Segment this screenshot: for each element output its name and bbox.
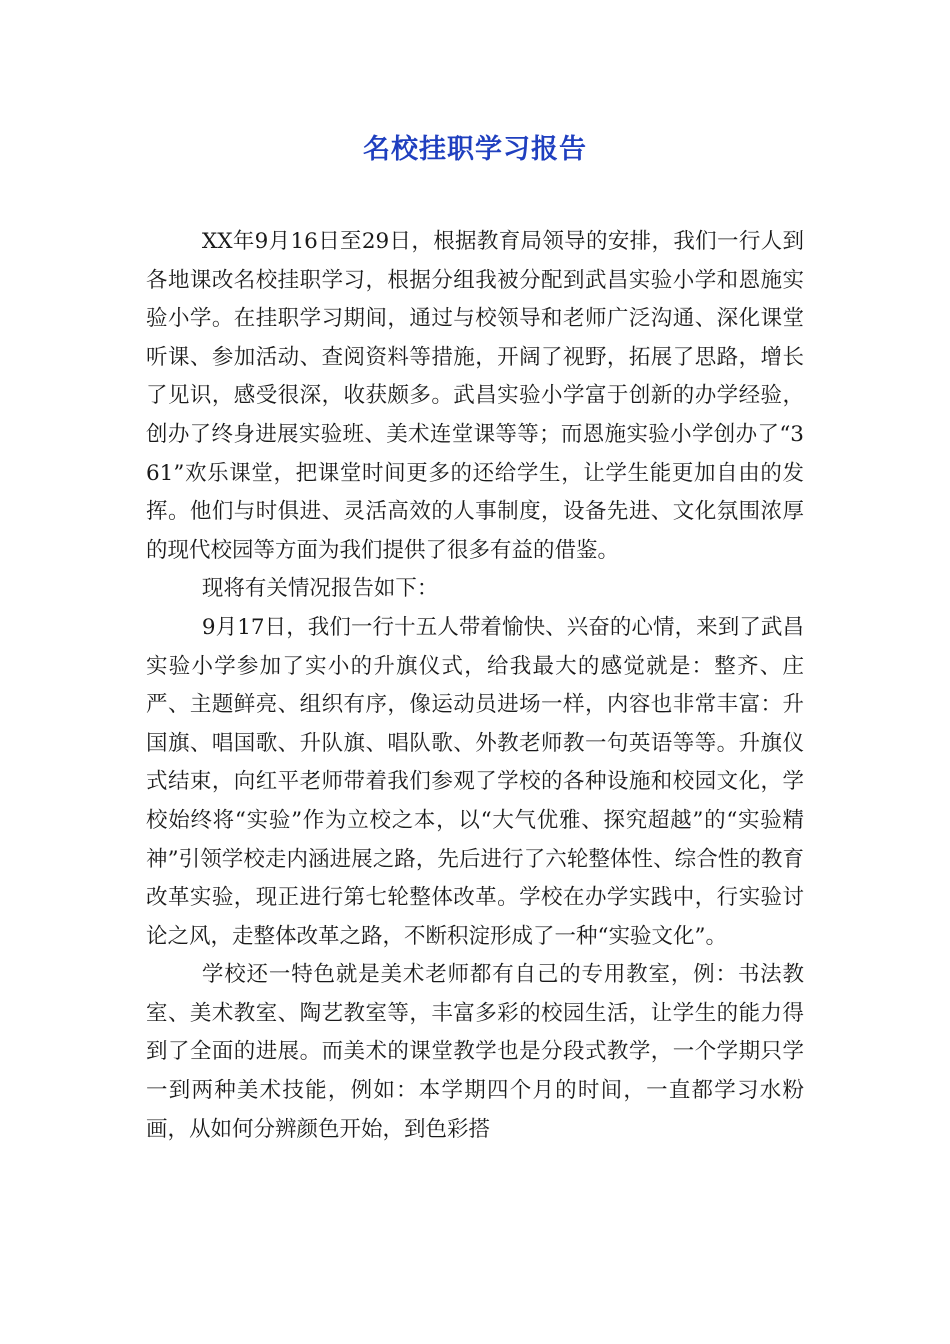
paragraph-report-lead: 现将有关情况报告如下： xyxy=(201,576,439,602)
paragraph-art-classrooms: 学校还一特色就是美术老师都有自己的专用教室，例：书法教室、美术教室、陶艺教室等，丰富多彩的校园生活，让学生的能力得到了全面的进展。而美术的课堂教学也是分段式教学，一个学期只学一到两种美术技能，例如：本学期四个月的时间，一直都学习水粉画，从如何分辨颜色开始，到色彩搭 xyxy=(146,962,804,1142)
document-body xyxy=(146,223,804,1149)
paragraph-intro: XX年9月16日至29日，根据教育局领导的安排，我们一行人到各地课改名校挂职学习，根据分组我被分配到武昌实验小学和恩施实验小学。在挂职学习期间，通过与校领导和老师广泛沟通、深化课堂听课、参加活动、查阅资料等措施，开阔了视野，拓展了思路，增长了见识，感受很深，收获颇多。武昌实验小学富于创新的办学经验，创办了终身进展实验班、美术连堂课等等；而恩施实验小学创办了“361”欢乐课堂，把课堂时间更多的还给学生，让学生能更加自由的发挥。他们与时俱进、灵活高效的人事制度，设备先进、文化氛围浓厚的现代校园等方面为我们提供了很多有益的借鉴。 xyxy=(146,229,804,563)
paragraph-flag-ceremony: 9月17日，我们一行十五人带着愉快、兴奋的心情，来到了武昌实验小学参加了实小的升旗仪式，给我最大的感觉就是：整齐、庄严、主题鲜亮、组织有序，像运动员进场一样，内容也非常丰富：升国旗、唱国歌、升队旗、唱队歌、外教老师教一句英语等等。升旗仪式结束，向红平老师带着我们参观了学校的各种设施和校园文化，学校始终将“实验”作为立校之本，以“大气优雅、探究超越”的“实验精神”引领学校走内涵进展之路，先后进行了六轮整体性、综合性的教育改革实验，现正进行第七轮整体改革。学校在办学实践中，行实验讨论之风，走整体改革之路，不断积淀形成了一种“实验文化”。 xyxy=(146,614,804,949)
document-title: 名校挂职学习报告 xyxy=(363,134,587,165)
